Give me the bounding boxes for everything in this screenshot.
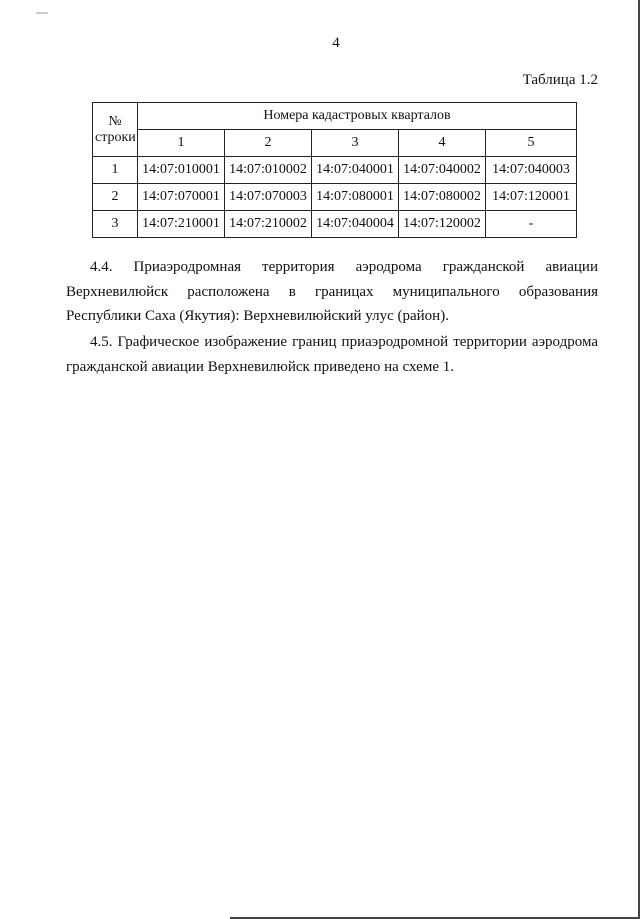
table-cell: 14:07:010002 bbox=[225, 157, 312, 184]
row-number: 1 bbox=[93, 157, 138, 184]
table-cell: 14:07:080001 bbox=[312, 184, 399, 211]
table-caption: Таблица 1.2 bbox=[522, 72, 598, 88]
table-cell: 14:07:210001 bbox=[138, 211, 225, 238]
row-number: 2 bbox=[93, 184, 138, 211]
rownum-header bbox=[93, 103, 138, 157]
paragraph-body: гражданской авиации Верхневилюйск приведено на схеме 1. bbox=[66, 358, 454, 375]
column-number: 5 bbox=[486, 130, 577, 157]
table-cell: 14:07:120001 bbox=[486, 184, 577, 211]
table-cell: 14:07:210002 bbox=[225, 211, 312, 238]
scan-artifact bbox=[36, 12, 48, 14]
cadastral-table bbox=[92, 102, 577, 238]
column-number-row bbox=[93, 130, 577, 157]
table-cell: 14:07:040001 bbox=[312, 157, 399, 184]
paragraph-first-line: 4.5. Графическое изображение границ приаэродромной территории аэродрома bbox=[90, 334, 598, 350]
rownum-header-label: № строки bbox=[95, 114, 136, 145]
paragraph-body: Верхневилюйск расположена в границах муниципального образования Республики Саха (Якутия): Верхневилюйский улус (район). bbox=[66, 283, 598, 324]
table-row bbox=[93, 184, 577, 211]
table-cell: 14:07:120002 bbox=[399, 211, 486, 238]
table-cell: 14:07:040003 bbox=[486, 157, 577, 184]
table-cell: 14:07:010001 bbox=[138, 157, 225, 184]
column-number: 2 bbox=[225, 130, 312, 157]
paragraph-first-line: 4.4. Приаэродромная территория аэродрома гражданской авиации bbox=[90, 259, 598, 275]
page-number: 4 bbox=[332, 35, 340, 51]
column-number: 3 bbox=[312, 130, 399, 157]
table-cell: 14:07:080002 bbox=[399, 184, 486, 211]
table-header-row bbox=[93, 103, 577, 130]
table-cell: 14:07:070001 bbox=[138, 184, 225, 211]
table-cell: 14:07:040004 bbox=[312, 211, 399, 238]
group-header: Номера кадастровых кварталов bbox=[138, 103, 577, 130]
paragraph-4-4 bbox=[66, 255, 598, 329]
table-cell: 14:07:040002 bbox=[399, 157, 486, 184]
row-number: 3 bbox=[93, 211, 138, 238]
table-cell: 14:07:070003 bbox=[225, 184, 312, 211]
table-row bbox=[93, 157, 577, 184]
table-row bbox=[93, 211, 577, 238]
column-number: 4 bbox=[399, 130, 486, 157]
table-cell: - bbox=[486, 211, 577, 238]
column-number: 1 bbox=[138, 130, 225, 157]
paragraph-4-5 bbox=[66, 330, 598, 379]
